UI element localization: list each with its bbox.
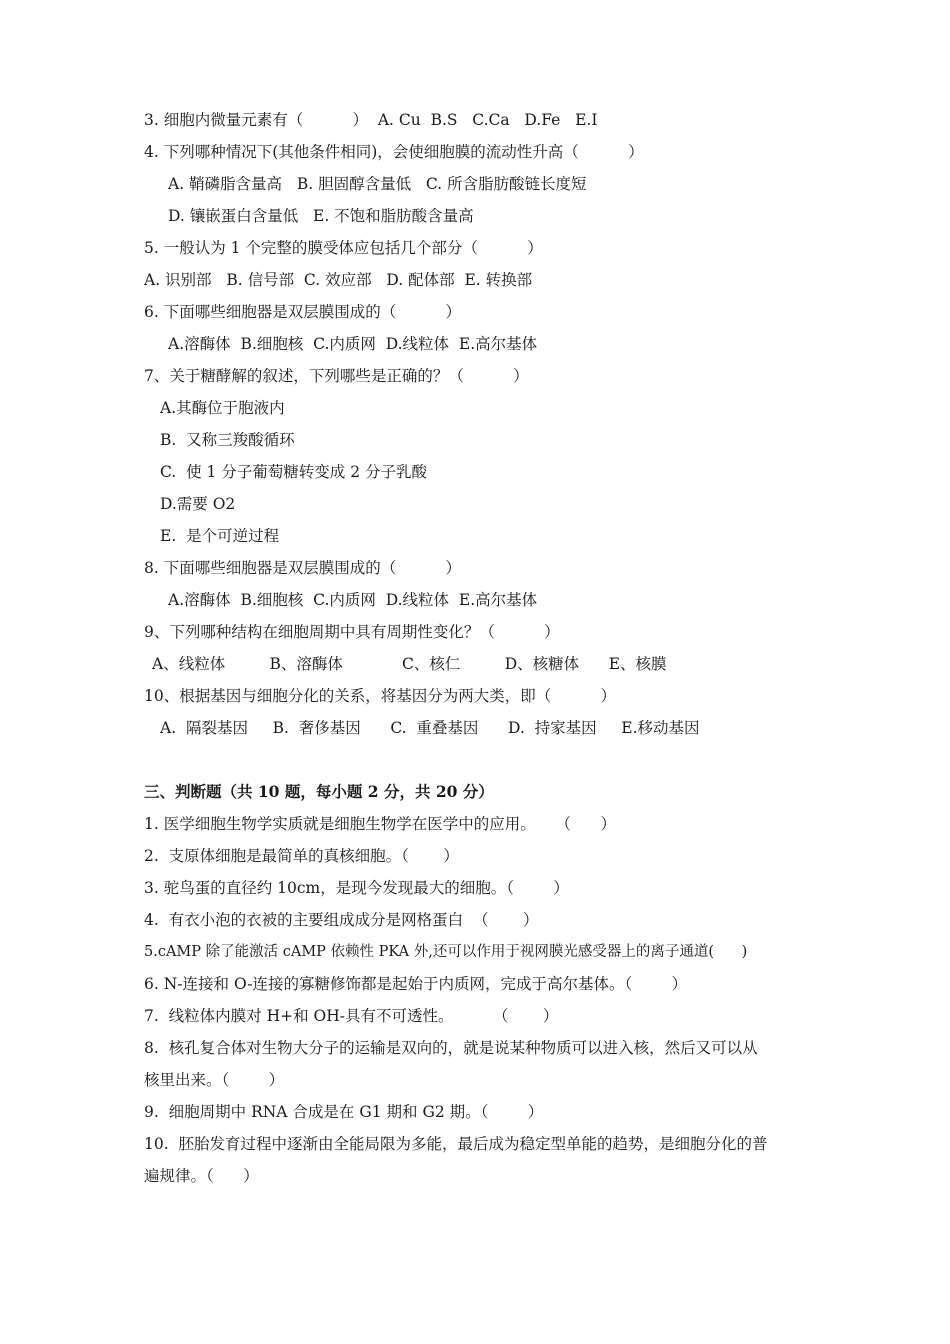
- section-3-heading: 三、判断题（共 10 题，每小题 2 分，共 20 分）: [144, 782, 494, 801]
- judge-6: 6. N-连接和 O-连接的寡糖修饰都是起始于内质网，完成于高尔基体。（ ）: [144, 975, 688, 993]
- judge-10-line-2: 遍规律。（ ）: [144, 1167, 259, 1185]
- judge-8-line-1: 8. 核孔复合体对生物大分子的运输是双向的，就是说某种物质可以进入核，然后又可以从: [144, 1039, 758, 1057]
- question-7-option-a: A.其酶位于胞液内: [160, 399, 285, 417]
- question-10: 10、根据基因与细胞分化的关系，将基因分为两大类，即（ ）: [144, 687, 616, 705]
- question-8: 8. 下面哪些细胞器是双层膜围成的（ ）: [144, 559, 461, 577]
- question-6: 6. 下面哪些细胞器是双层膜围成的（ ）: [144, 303, 461, 321]
- question-5-options: A. 识别部 B. 信号部 C. 效应部 D. 配体部 E. 转换部: [144, 271, 533, 289]
- question-7-option-b: B. 又称三羧酸循环: [160, 431, 295, 449]
- judge-3: 3. 驼鸟蛋的直径约 10cm，是现今发现最大的细胞。（ ）: [144, 879, 569, 897]
- question-7-option-c: C. 使 1 分子葡萄糖转变成 2 分子乳酸: [160, 463, 428, 481]
- question-9-options: A、线粒体 B、溶酶体 C、核仁 D、核糖体 E、核膜: [152, 655, 667, 673]
- question-5: 5. 一般认为 1 个完整的膜受体应包括几个部分（ ）: [144, 239, 543, 257]
- question-4-options-d-e: D. 镶嵌蛋白含量低 E. 不饱和脂肪酸含量高: [168, 207, 474, 225]
- question-6-options: A.溶酶体 B.细胞核 C.内质网 D.线粒体 E.高尔基体: [168, 335, 538, 353]
- question-7-option-d: D.需要 O2: [160, 495, 236, 513]
- judge-5: 5.cAMP 除了能激活 cAMP 依赖性 PKA 外,还可以作用于视网膜光感受器上的离子通道( ): [144, 944, 748, 960]
- judge-8-line-2: 核里出来。（ ）: [144, 1071, 285, 1089]
- question-4-options-a-c: A. 鞘磷脂含量高 B. 胆固醇含量低 C. 所含脂肪酸链长度短: [168, 175, 587, 193]
- judge-2: 2. 支原体细胞是最简单的真核细胞。（ ）: [144, 847, 459, 865]
- question-7-option-e: E. 是个可逆过程: [160, 527, 280, 545]
- question-4: 4. 下列哪种情况下(其他条件相同)，会使细胞膜的流动性升高（ ）: [144, 143, 644, 161]
- question-9: 9、下列哪种结构在细胞周期中具有周期性变化？（ ）: [144, 623, 560, 641]
- question-10-options: A. 隔裂基因 B. 奢侈基因 C. 重叠基因 D. 持家基因 E.移动基因: [160, 719, 700, 737]
- question-7: 7、关于糖酵解的叙述，下列哪些是正确的？（ ）: [144, 367, 529, 385]
- judge-1: 1. 医学细胞生物学实质就是细胞生物学在医学中的应用。 （ ）: [144, 815, 616, 833]
- judge-7: 7. 线粒体内膜对 H+和 OH-具有不可透性。 （ ）: [144, 1007, 559, 1025]
- judge-4: 4. 有衣小泡的衣被的主要组成成分是网格蛋白 （ ）: [144, 911, 539, 929]
- judge-9: 9. 细胞周期中 RNA 合成是在 G1 期和 G2 期。（ ）: [144, 1103, 544, 1121]
- question-8-options: A.溶酶体 B.细胞核 C.内质网 D.线粒体 E.高尔基体: [168, 591, 538, 609]
- question-3: 3. 细胞内微量元素有（ ） A. Cu B.S C.Ca D.Fe E.I: [144, 111, 598, 129]
- judge-10-line-1: 10. 胚胎发育过程中逐渐由全能局限为多能，最后成为稳定型单能的趋势，是细胞分化的普: [144, 1135, 768, 1153]
